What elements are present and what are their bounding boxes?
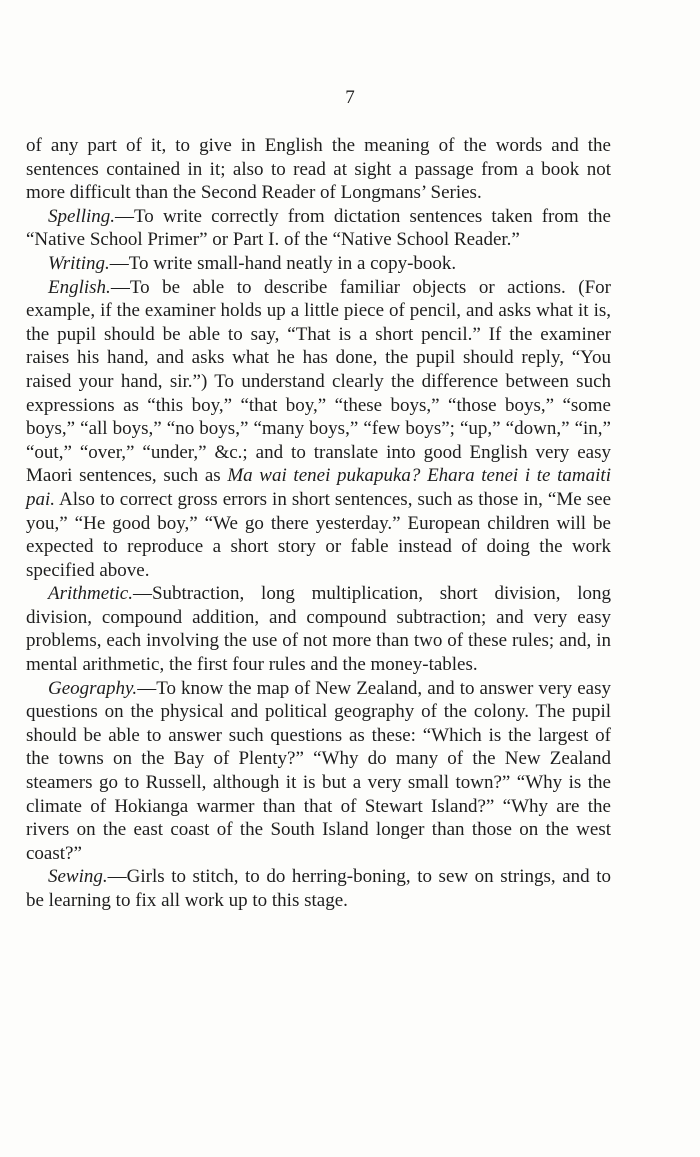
maori-sentence-2: Ehara tenei i te tamaiti pai. [26,465,611,510]
text-writing: —To write small-hand neatly in a copy-book. [109,252,457,274]
paragraph-intro-text: of any part of it, to give in English the meaning of the words and the sentences contained in it; also to read at sight a passage from a book not more difficult than the Second Reader of Longmans’ Series. [26,135,611,204]
body-text [26,134,611,913]
text-spelling: —To write correctly from dictation sentences taken from the “Native School Primer” or Part I. of the “Native School Reader.” [26,205,611,251]
paragraph-writing [26,252,611,276]
paragraph-english [26,276,611,583]
heading-spelling: Spelling. [48,205,116,227]
heading-sewing: Sewing. [48,866,108,888]
paragraph-spelling [26,205,611,252]
page-number: 7 [345,87,355,108]
maori-sentence-1: Ma wai tenei pukapuka? [227,465,421,487]
paragraph-sewing [26,865,611,912]
text-sewing: —Girls to stitch, to do herring-boning, to sew on strings, and to be learning to fix all work up to this stage. [26,866,611,911]
heading-writing: Writing. [48,252,110,274]
heading-english: English. [48,276,111,298]
text-english-3: Also to correct gross errors in short sentences, such as those in, “Me see you,” “He good boy,” “We go there yesterday.” European children will be expected to reproduce a short story or fable instead of doing the work specified above. [26,488,611,581]
paragraph-geography [26,677,611,866]
paragraph-intro [26,134,611,205]
text-arithmetic: —Subtraction, long multiplication, short division, long division, compound addition, and compound subtraction; and very easy problems, each involving the use of not more than two of these rules; and, in mental arithmetic, the first four rules and the money-tables. [26,583,611,676]
text-english-1: —To be able to describe familiar objects or actions. (For example, if the examiner holds up a little piece of pencil, and asks what it is, the pupil should be able to say, “That is a short pencil.” If the examiner raises his hand, and asks what he has done, the pupil should reply, “You raised your hand, sir.”) To understand clearly the difference between such expressions as “this boy,” “that boy,” “these boys,” “those boys,” “some boys,” “all boys,” “no boys,” “many boys,” “few boys”; “up,” “down,” “in,” “out,” “over,” “under,” &c.; and to translate into good English very easy Maori sentences, such as [26,276,611,487]
heading-geography: Geography. [48,677,138,699]
heading-arithmetic: Arithmetic. [48,583,133,605]
paragraph-arithmetic [26,582,611,676]
text-geography: —To know the map of New Zealand, and to answer very easy questions on the physical and political geography of the colony. The pupil should be able to answer such questions as these: “Which is the largest of the towns on the Bay of Plenty?” “Why do many of the New Zealand steamers go to Russell, although it is but a very small town?” “Why is the climate of Hokianga warmer than that of Stewart Island?” “Why are the rivers on the east coast of the South Island longer than those on the west coast?” [26,677,611,864]
